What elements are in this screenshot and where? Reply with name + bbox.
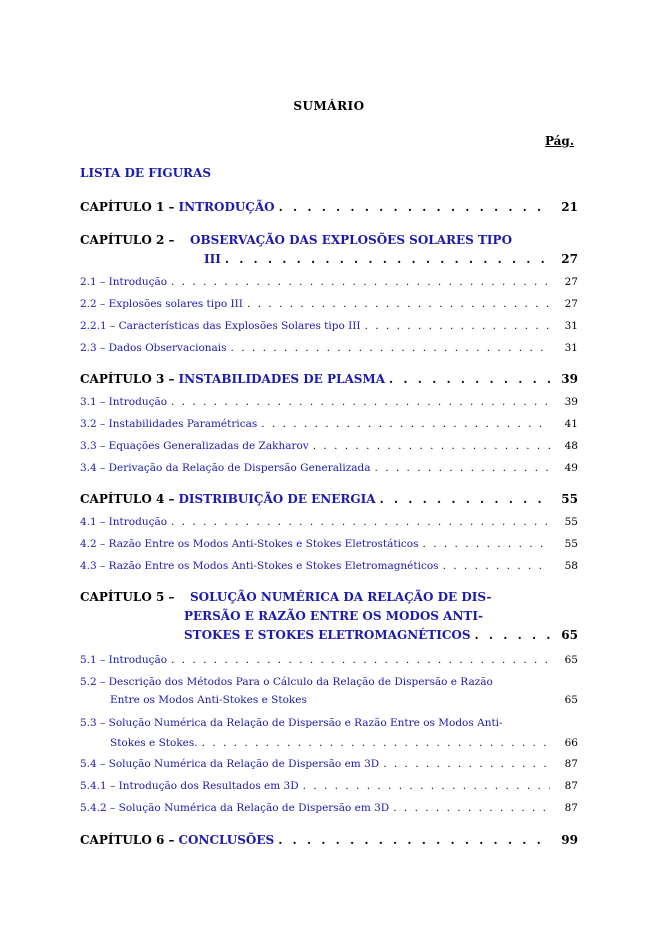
toc-section[interactable]: 3.4 – Derivação da Relação de Dispersão Generalizada . . . 49 [80,462,578,474]
toc-list-of-figures[interactable]: LISTA DE FIGURAS [80,166,212,180]
toc-section[interactable]: 3.2 – Instabilidades Paramétricas . . . 41 [80,418,578,430]
toc-section[interactable]: 5.4.1 – Introdução dos Resultados em 3D . . . 87 [80,780,578,792]
toc-section[interactable]: 5.1 – Introdução . . . 65 [80,654,578,666]
toc-chapter-2-cont[interactable]: III . . . 27 [204,252,578,266]
toc-section[interactable]: 4.3 – Razão Entre os Modos Anti-Stokes e Stokes Eletromagnéticos . . . 58 [80,560,578,572]
toc-chapter-2[interactable]: CAPÍTULO 2 – OBSERVAÇÃO DAS EXPLOSÕES SOLARES TIPO [80,233,513,247]
toc-section[interactable]: 5.4.2 – Solução Numérica da Relação de Dispersão em 3D . . . 87 [80,802,578,814]
toc-chapter-3[interactable]: CAPÍTULO 3 – INSTABILIDADES DE PLASMA . . . 39 [80,372,578,386]
toc-chapter-1[interactable]: CAPÍTULO 1 – INTRODUÇÃO . . . 21 [80,200,578,214]
toc-chapter-5[interactable]: CAPÍTULO 5 – SOLUÇÃO NUMÉRICA DA RELAÇÃO DE DIS- [80,590,492,604]
page-column-header: Pág. [544,134,574,148]
toc-section[interactable]: 5.4 – Solução Numérica da Relação de Dispersão em 3D . . . 87 [80,758,578,770]
page-title: SUMÁRIO [293,99,365,113]
toc-section-5-3[interactable]: 5.3 – Solução Numérica da Relação de Dispersão e Razão Entre os Modos Anti- [80,717,503,729]
toc-section[interactable]: 4.1 – Introdução . . . 55 [80,516,578,528]
toc-section-5-2-cont[interactable]: Entre os Modos Anti-Stokes e Stokes 65 [110,694,578,706]
toc-section[interactable]: 4.2 – Razão Entre os Modos Anti-Stokes e Stokes Eletrostáticos . . . 55 [80,538,578,550]
toc-section[interactable]: 2.2.1 – Características das Explosões Solares tipo III . . . 31 [80,320,578,332]
toc-chapter-5-line2[interactable]: PERSÃO E RAZÃO ENTRE OS MODOS ANTI- [184,609,483,623]
toc-section[interactable]: 3.3 – Equações Generalizadas de Zakharov . . . 48 [80,440,578,452]
toc-section-5-3-cont[interactable]: Stokes e Stokes. . . . 66 [110,737,578,749]
toc-section[interactable]: 2.1 – Introdução . . . 27 [80,276,578,288]
toc-section-5-2[interactable]: 5.2 – Descrição dos Métodos Para o Cálculo da Relação de Dispersão e Razão [80,676,493,688]
toc-chapter-5-line3[interactable]: STOKES E STOKES ELETROMAGNÉTICOS . . . 65 [184,628,578,642]
toc-section[interactable]: 2.3 – Dados Observacionais . . . 31 [80,342,578,354]
toc-page [80,0,578,935]
toc-chapter-4[interactable]: CAPÍTULO 4 – DISTRIBUIÇÃO DE ENERGIA . . . 55 [80,492,578,506]
toc-section[interactable]: 2.2 – Explosões solares tipo III . . . 27 [80,298,578,310]
toc-section[interactable]: 3.1 – Introdução . . . 39 [80,396,578,408]
toc-chapter-6[interactable]: CAPÍTULO 6 – CONCLUSÕES . . . 99 [80,833,578,847]
